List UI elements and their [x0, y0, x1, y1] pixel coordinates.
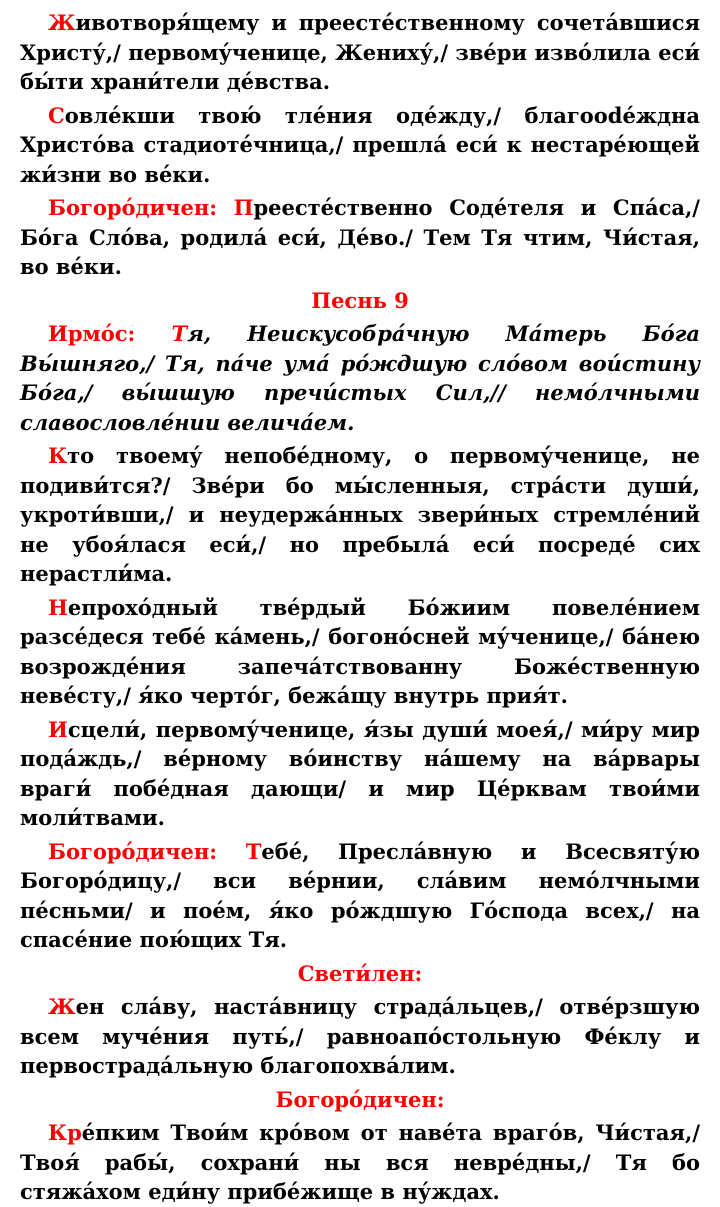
- troparion-2: [20, 101, 700, 190]
- paragraph-text: ебе́, Пресла́вную и Всесвяту́ю Богоро́дицу,/ вси ве́рнии, сла́вим немо́лчными пе́сньми/ и пое́м, я́ко ро́ждшую Го́спода всех,/ на спасе́ние пою́щих Тя.: [20, 838, 700, 952]
- theotokion-3: [20, 1118, 700, 1207]
- paragraph-text: ен сла́ву, наста́вницу страда́льцев,/ отве́рзшую всем муче́ния путь́,/ равноапо́стольную Фе́клу и первострада́льную благопохва́лим.: [20, 994, 700, 1078]
- drop-initial: К: [48, 443, 68, 468]
- rubric-label: Ирмо́с:: [48, 321, 172, 346]
- drop-initial: Т: [245, 838, 262, 864]
- section-heading-theotokion: Богоро́дичен:: [275, 1086, 445, 1112]
- paragraph-text: то твоему́ непобе́дному, о первому́ченице, не подиви́тся?/ Зве́ри бо мы́сленныя, стра́сти души́, укроти́вши,/ и неудержа́нных звери́ных стремле́ний не убоя́лася еси́,/ но пребыла́ еси́ посреде́ сих нерастли́ма.: [20, 443, 700, 586]
- drop-initial: Т: [171, 321, 188, 346]
- paragraph-text: сцели́, первому́ченице, я́зы души́ моея́,/ ми́ру мир пода́ждь,/ ве́рному во́инству на́шему на ва́рвары враги́ побе́дная дающи/ и мир Це́рквам твои́ми моли́твами.: [20, 716, 700, 830]
- drop-initial: П: [233, 195, 254, 220]
- exapostilarion: [20, 992, 700, 1081]
- section-heading-ode-9: Песнь 9: [311, 287, 409, 313]
- paragraph-text: овле́кши твою́ тле́ния оде́жду,/ благоodéждна Христо́ва стадиоте́чница,/ прешла́ еси́ к нестаре́ющей жи́зни во ве́ки.: [20, 102, 700, 187]
- paragraph-text: я, Неискусобра́чную Ма́терь Бо́га Вы́шняго,/ Тя, па́че ума́ ро́ждшую сло́вом вои́стину Бо́га,/ вы́шшую пречи́стых Сил,// немо́лчными славословле́нии велича́ем.: [20, 321, 700, 435]
- drop-initial: Кр: [48, 1120, 82, 1145]
- theotokion-2: [20, 837, 700, 955]
- troparion-5: [20, 715, 700, 833]
- troparion-4: [20, 593, 700, 711]
- drop-initial: С: [48, 102, 65, 128]
- rubric-label: Богоро́дичен:: [48, 195, 234, 220]
- paragraph-text: реесте́ственно Соде́теля и Спа́са,/ Бо́га Сло́ва, родила́ еси́, Де́во./ Тем Тя чтим, Чи́стая, во ве́ки.: [20, 195, 700, 279]
- paragraph-text: ивотворя́щему и преесте́ственному сочета́вшися Христу́,/ первому́ченице, Жениху́,/ зве́ри изво́лила еси́ бы́ти храни́тели де́вства.: [20, 10, 700, 94]
- troparion-1: [20, 8, 700, 97]
- rubric-label: Богоро́дичен:: [48, 838, 246, 864]
- troparion-3: [20, 441, 700, 589]
- irmos: [20, 319, 700, 437]
- section-heading-exapostilarion: Свети́лен:: [297, 960, 423, 986]
- drop-initial: Ж: [48, 10, 76, 35]
- drop-initial: Ж: [48, 994, 76, 1019]
- paragraph-text: е́пким Твои́м кро́вом от наве́та враго́в, Чи́стая,/ Твоя́ рабы́, сохрани́ ны вся невре́дны,/ Тя бо стяжа́хом еди́ну прибе́жище в ну́ждах.: [20, 1120, 700, 1204]
- drop-initial: Н: [48, 594, 68, 620]
- paragraph-text: епрохо́дный тве́рдый Бо́жиим повеле́нием разсе́деся тебе́ ка́мень,/ богоно́сней му́ченице,/ ба́нею возрожде́ния запеча́тствованну Боже́ственную неве́сту,/ я́ко черто́г, бежа́щу внутрь прия́т.: [20, 594, 700, 708]
- theotokion-1: [20, 193, 700, 282]
- drop-initial: И: [48, 716, 68, 742]
